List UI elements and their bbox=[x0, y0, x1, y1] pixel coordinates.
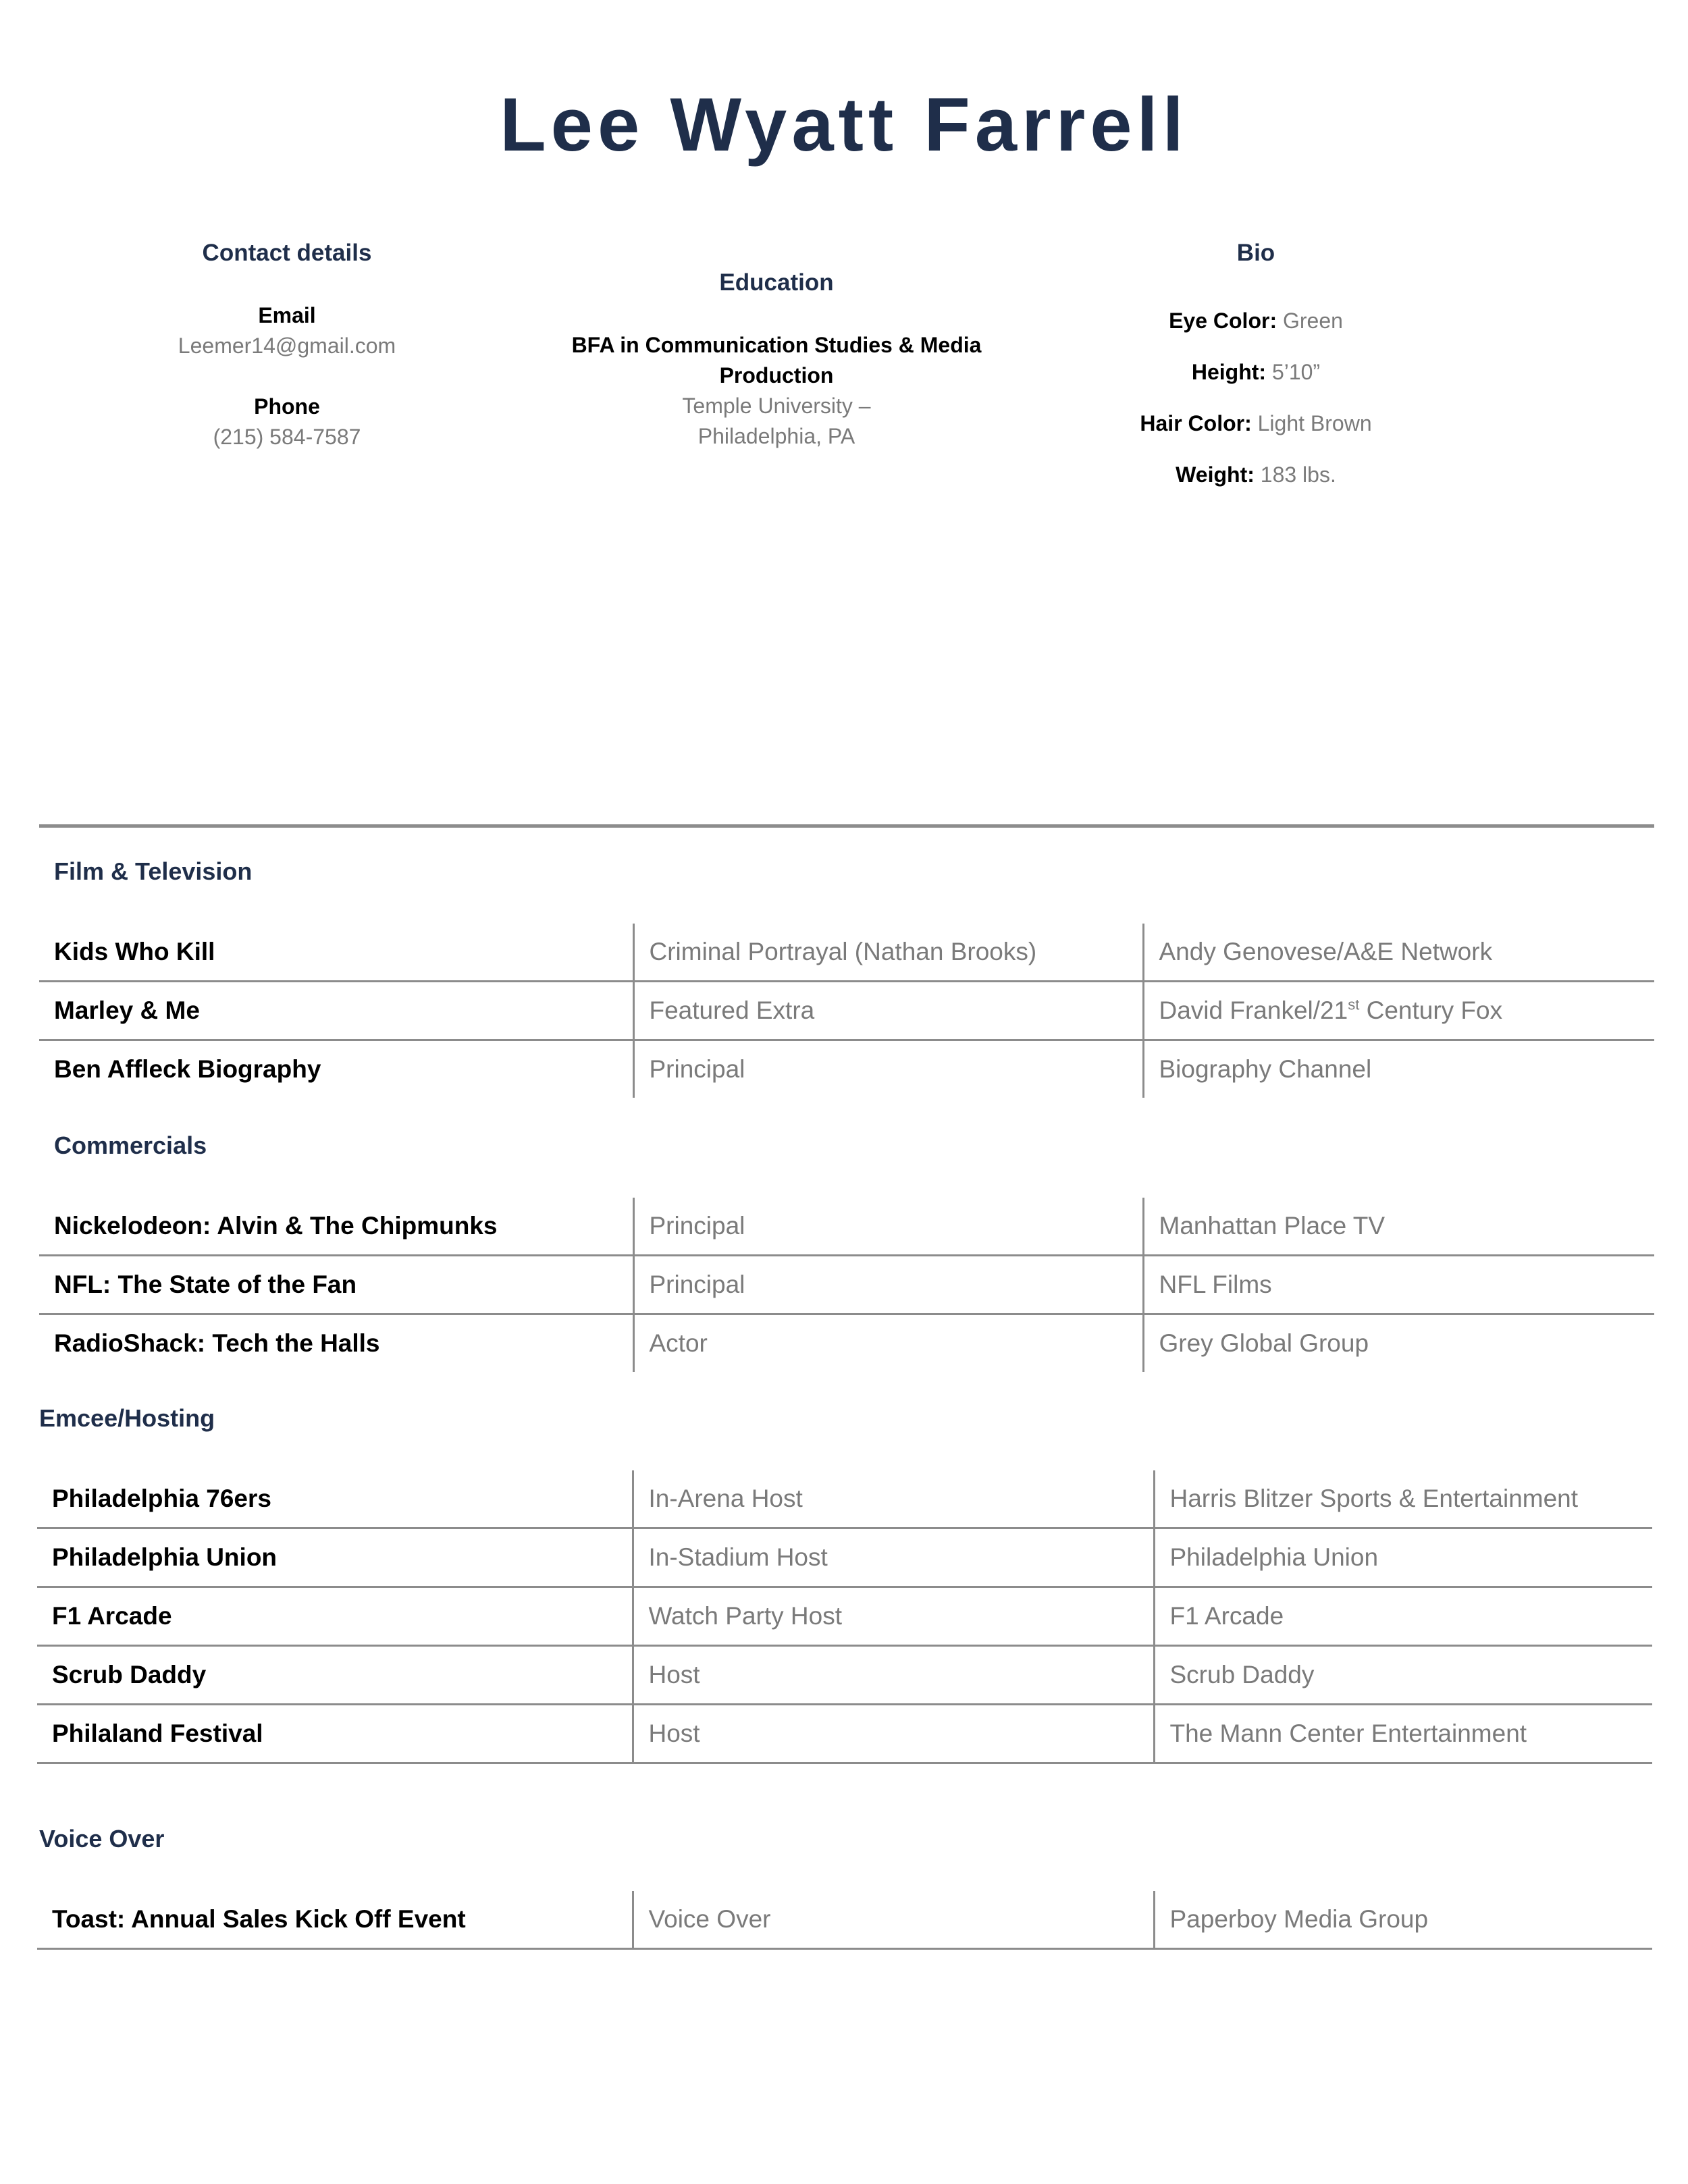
section-title-emcee: Emcee/Hosting bbox=[39, 1404, 215, 1432]
bio bbox=[1053, 238, 1458, 511]
credit-title: Philadelphia 76ers bbox=[37, 1470, 633, 1528]
contact-details bbox=[101, 238, 473, 452]
credit-company: Harris Blitzer Sports & Entertainment bbox=[1154, 1470, 1652, 1528]
bio-weight: Weight: 183 lbs. bbox=[1176, 462, 1336, 487]
credit-role: In-Stadium Host bbox=[633, 1528, 1154, 1587]
table-row bbox=[37, 1705, 1652, 1763]
table-row bbox=[39, 924, 1654, 982]
email-value[interactable]: Leemer14@gmail.com bbox=[178, 334, 396, 358]
bio-eye-color: Eye Color: Green bbox=[1169, 309, 1343, 333]
credit-title: Ben Affleck Biography bbox=[54, 1055, 321, 1083]
credit-company: NFL Films bbox=[1143, 1256, 1654, 1314]
phone-value[interactable]: (215) 584-7587 bbox=[213, 425, 361, 449]
degree-line-1: BFA in Communication Studies & Media bbox=[571, 333, 982, 357]
table-row bbox=[39, 1040, 1654, 1098]
credit-title: Marley & Me bbox=[39, 982, 633, 1040]
film-table bbox=[39, 924, 1654, 1098]
credit-title: Scrub Daddy bbox=[37, 1646, 633, 1705]
credit-company: F1 Arcade bbox=[1154, 1587, 1652, 1646]
credit-company: The Mann Center Entertainment bbox=[1154, 1705, 1652, 1763]
school-line-2: Philadelphia, PA bbox=[697, 424, 855, 448]
credit-company: Philadelphia Union bbox=[1154, 1528, 1652, 1587]
credit-company: Manhattan Place TV bbox=[1143, 1198, 1654, 1256]
voice-over-table bbox=[37, 1891, 1652, 1950]
credit-role: Host bbox=[633, 1646, 1154, 1705]
credit-company: Andy Genovese/A&E Network bbox=[1143, 924, 1654, 982]
credit-role: Featured Extra bbox=[633, 982, 1143, 1040]
credit-title: Kids Who Kill bbox=[39, 924, 633, 982]
section-title-film: Film & Television bbox=[54, 857, 253, 885]
credit-role: Host bbox=[633, 1705, 1154, 1763]
contact-heading: Contact details bbox=[202, 240, 372, 266]
education bbox=[527, 267, 1026, 452]
credit-title: NFL: The State of the Fan bbox=[39, 1256, 633, 1314]
email-label: Email bbox=[258, 303, 316, 327]
credit-title: Philaland Festival bbox=[37, 1705, 633, 1763]
table-row bbox=[37, 1528, 1652, 1587]
table-row bbox=[39, 982, 1654, 1040]
school-line-1: Temple University – bbox=[682, 394, 871, 418]
emcee-table bbox=[37, 1470, 1652, 1764]
bio-hair-color: Hair Color: Light Brown bbox=[1140, 411, 1372, 435]
credit-role: Watch Party Host bbox=[633, 1587, 1154, 1646]
credit-role: Principal bbox=[633, 1040, 1143, 1098]
credit-company: Scrub Daddy bbox=[1154, 1646, 1652, 1705]
bio-heading: Bio bbox=[1236, 240, 1275, 266]
section-title-commercials: Commercials bbox=[54, 1131, 207, 1159]
section-divider bbox=[39, 824, 1654, 828]
credit-role: In-Arena Host bbox=[633, 1470, 1154, 1528]
credit-company: David Frankel/21st Century Fox bbox=[1143, 982, 1654, 1040]
credit-title: Toast: Annual Sales Kick Off Event bbox=[37, 1891, 633, 1949]
credit-company: Paperboy Media Group bbox=[1154, 1891, 1652, 1949]
degree-line-2: Production bbox=[719, 363, 834, 388]
table-row bbox=[39, 1256, 1654, 1314]
table-row bbox=[37, 1891, 1652, 1949]
credit-title: Philadelphia Union bbox=[37, 1528, 633, 1587]
resume-name: Lee Wyatt Farrell bbox=[500, 82, 1188, 167]
credit-title: RadioShack: Tech the Halls bbox=[54, 1329, 380, 1357]
table-row bbox=[39, 1314, 1654, 1373]
phone-label: Phone bbox=[254, 394, 320, 419]
credit-role: Voice Over bbox=[633, 1891, 1154, 1949]
commercials-table bbox=[39, 1198, 1654, 1372]
credit-role: Criminal Portrayal (Nathan Brooks) bbox=[633, 924, 1143, 982]
table-row bbox=[39, 1198, 1654, 1256]
table-row bbox=[37, 1646, 1652, 1705]
credit-title: F1 Arcade bbox=[37, 1587, 633, 1646]
table-row bbox=[37, 1587, 1652, 1646]
credit-title: Nickelodeon: Alvin & The Chipmunks bbox=[39, 1198, 633, 1256]
table-row bbox=[37, 1470, 1652, 1528]
bio-height: Height: 5’10” bbox=[1191, 360, 1321, 384]
credit-role: Principal bbox=[633, 1256, 1143, 1314]
credit-role: Principal bbox=[633, 1198, 1143, 1256]
credit-company: Biography Channel bbox=[1143, 1040, 1654, 1098]
credit-company: Grey Global Group bbox=[1143, 1314, 1654, 1373]
section-title-voice-over: Voice Over bbox=[39, 1825, 165, 1853]
credit-role: Actor bbox=[633, 1314, 1143, 1373]
education-heading: Education bbox=[719, 269, 834, 296]
